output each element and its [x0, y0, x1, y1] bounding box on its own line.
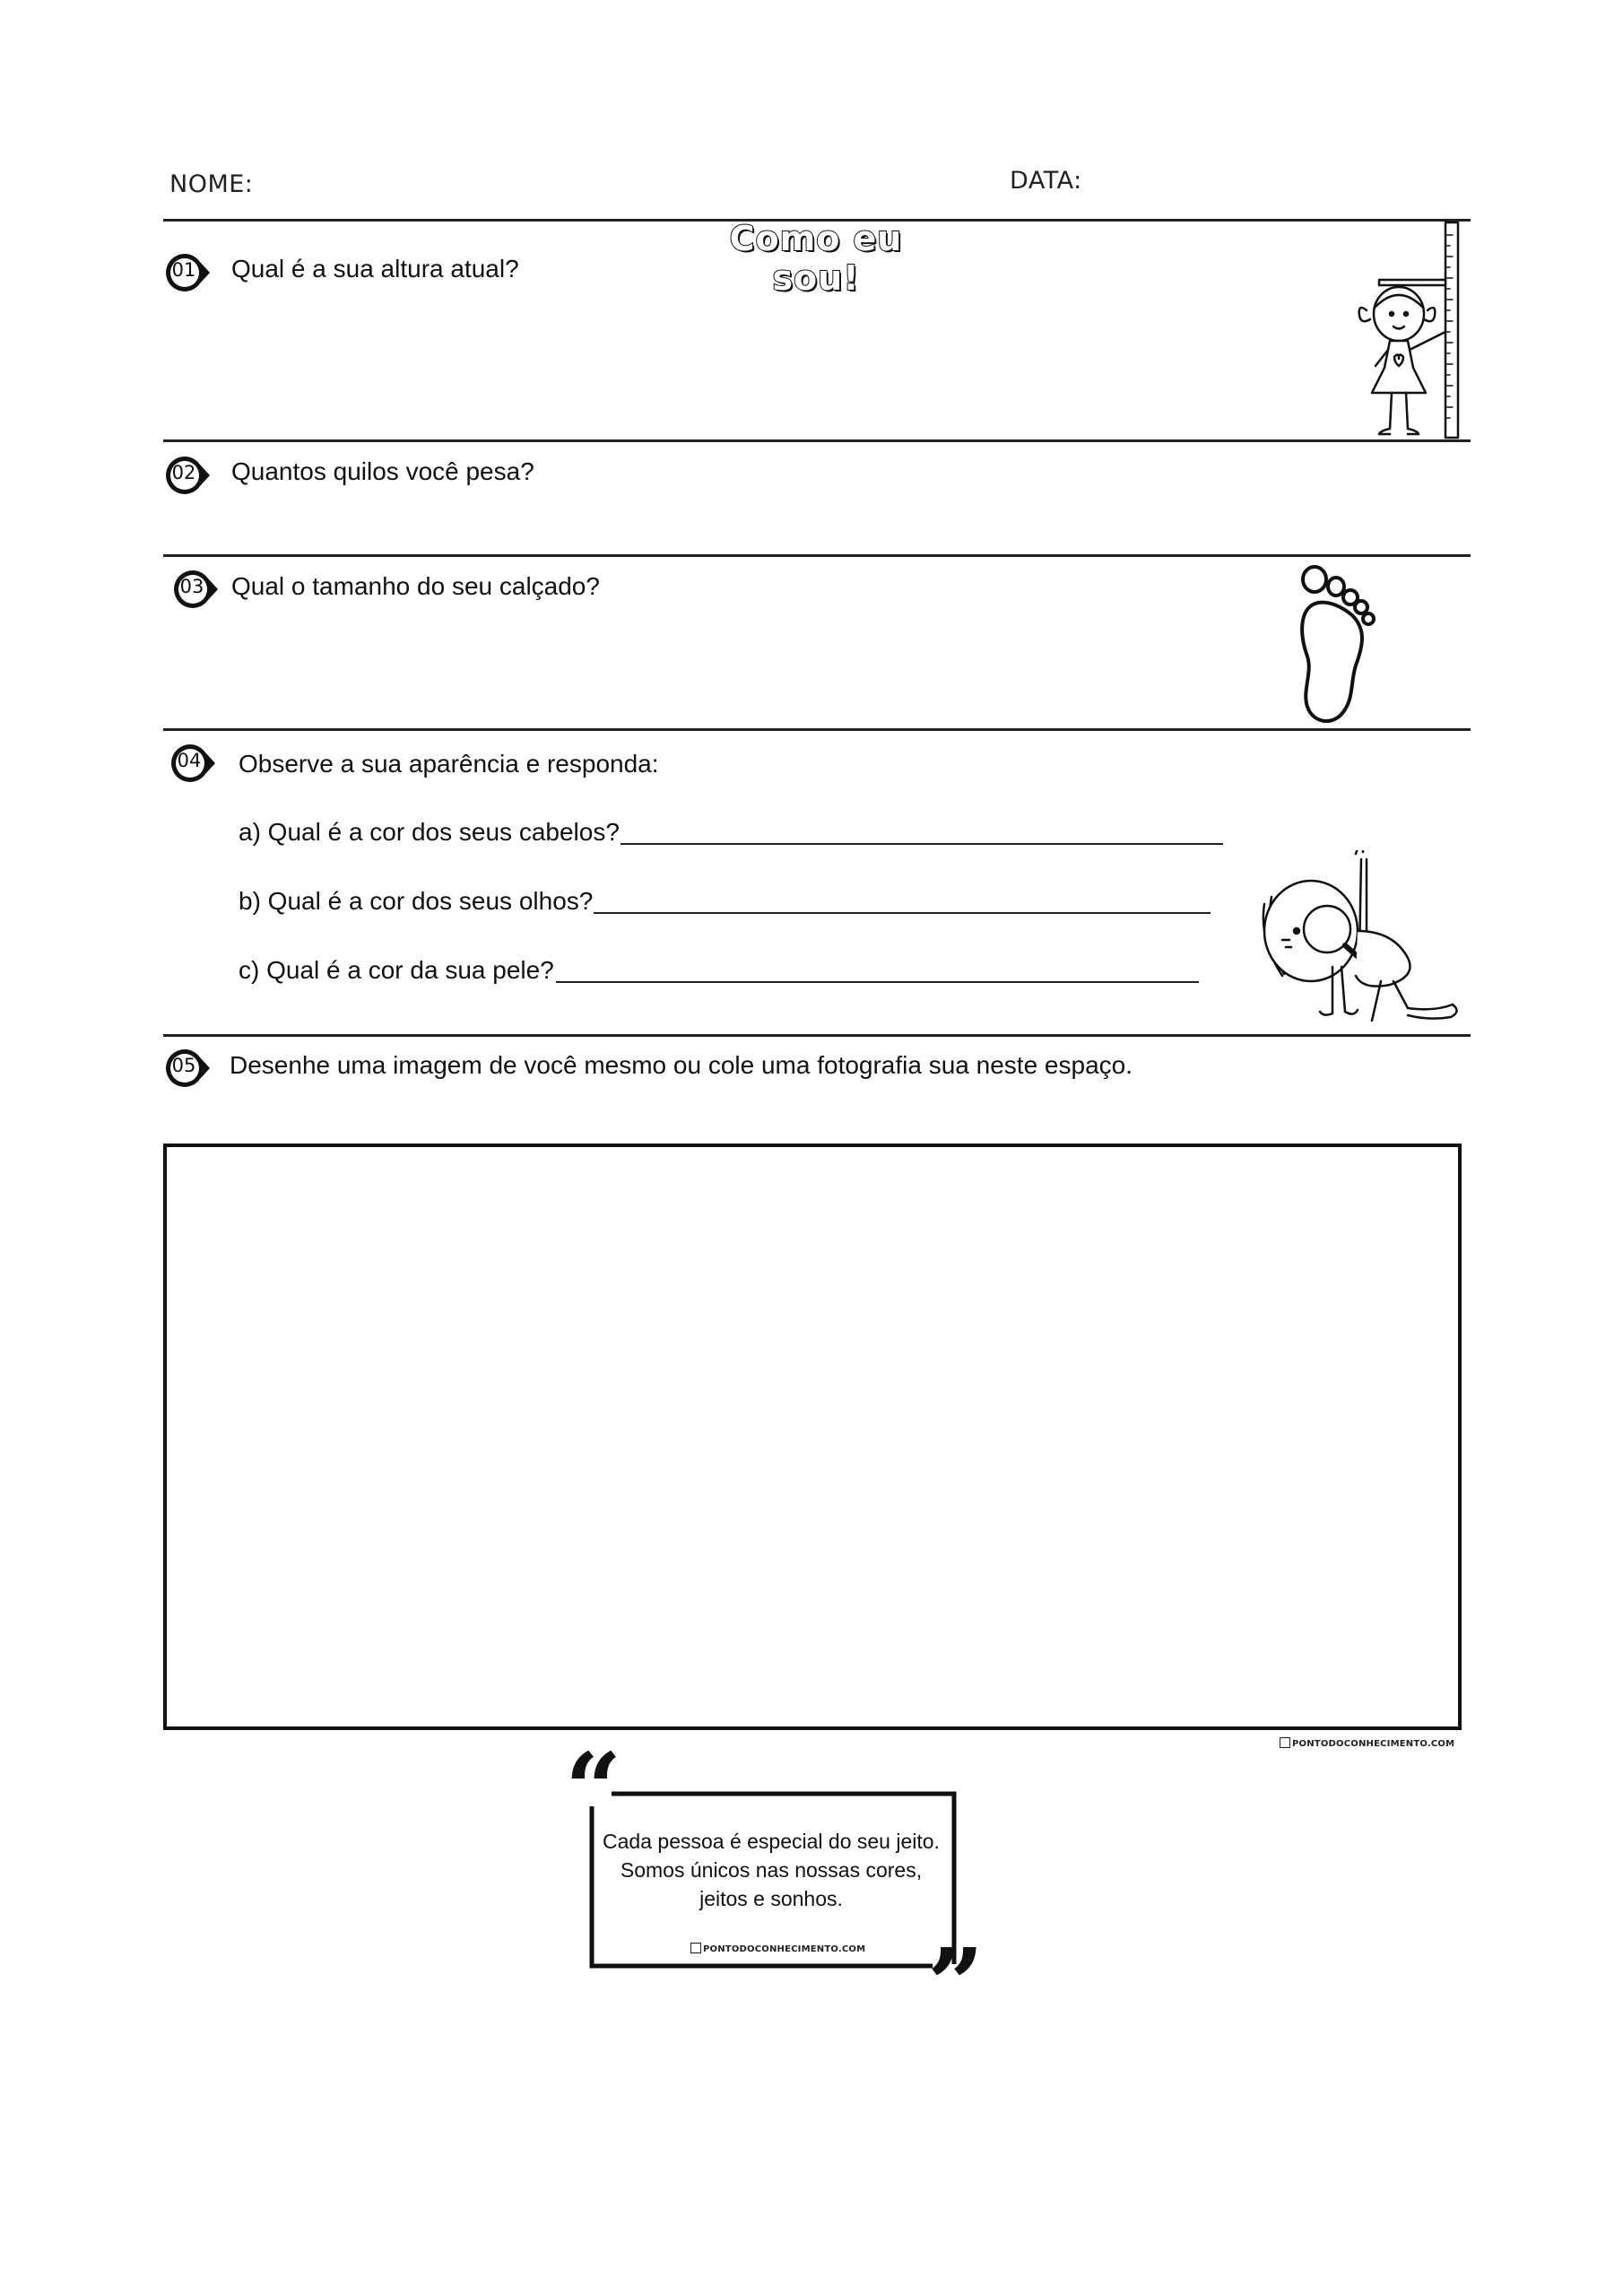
- divider-q2: [163, 554, 1471, 557]
- answer-item-hair: a) Qual é a cor dos seus cabelos?: [239, 818, 620, 846]
- quote-line: Cada pessoa é especial do seu jeito.: [603, 1830, 940, 1853]
- site-credit: PONTODOCONHECIMENTO.COM: [1280, 1737, 1454, 1749]
- divider-top: [163, 219, 1471, 222]
- quote-text: [590, 1790, 952, 1964]
- divider-q4: [163, 1034, 1471, 1037]
- question-text: Desenhe uma imagem de você mesmo ou cole uma fotografia sua neste espaço.: [230, 1051, 1133, 1079]
- answer-item-eyes: b) Qual é a cor dos seus olhos?: [239, 887, 594, 915]
- question-number-badge: [169, 741, 217, 786]
- question-text: Observe a sua aparência e responda:: [239, 750, 659, 778]
- answer-line-eyes[interactable]: [594, 912, 1211, 914]
- question-text: Qual é a sua altura atual?: [231, 255, 519, 283]
- question-number: 02: [171, 462, 196, 483]
- site-logo-icon: [1280, 1737, 1290, 1748]
- divider-q3: [163, 728, 1471, 731]
- worksheet-title: Como eu sou!: [729, 219, 903, 298]
- footprint-icon: [1291, 560, 1399, 726]
- question-number-badge: [163, 250, 212, 295]
- question-number: 04: [177, 750, 202, 771]
- open-quote-mark: “: [565, 1731, 622, 1847]
- answer-line-skin[interactable]: [556, 981, 1199, 983]
- date-label: DATA:: [1010, 167, 1082, 195]
- question-number-badge: [163, 453, 212, 498]
- question-number: 03: [179, 576, 204, 597]
- question-text: Qual o tamanho do seu calçado?: [231, 572, 600, 600]
- divider-q1: [163, 439, 1471, 442]
- girl-measuring-height-icon: [1345, 215, 1475, 439]
- quote-credit: PONTODOCONHECIMENTO.COM: [690, 1943, 865, 1954]
- quote-line: jeitos e sonhos.: [699, 1887, 843, 1910]
- answer-line-hair[interactable]: [621, 843, 1223, 845]
- name-label: NOME:: [169, 170, 254, 198]
- drawing-area[interactable]: [163, 1144, 1462, 1730]
- question-number-badge: [171, 567, 220, 612]
- question-number: 05: [171, 1055, 196, 1076]
- question-number-badge: [163, 1046, 212, 1091]
- question-number: 01: [171, 259, 196, 281]
- question-text: Quantos quilos você pesa?: [231, 457, 534, 485]
- site-logo-icon: [690, 1943, 701, 1953]
- quote-line: Somos únicos nas nossas cores,: [620, 1858, 923, 1882]
- child-looking-magnifier-icon: [1255, 850, 1471, 1025]
- answer-item-skin: c) Qual é a cor da sua pele?: [239, 956, 554, 984]
- close-quote-mark: ”: [927, 1926, 985, 2042]
